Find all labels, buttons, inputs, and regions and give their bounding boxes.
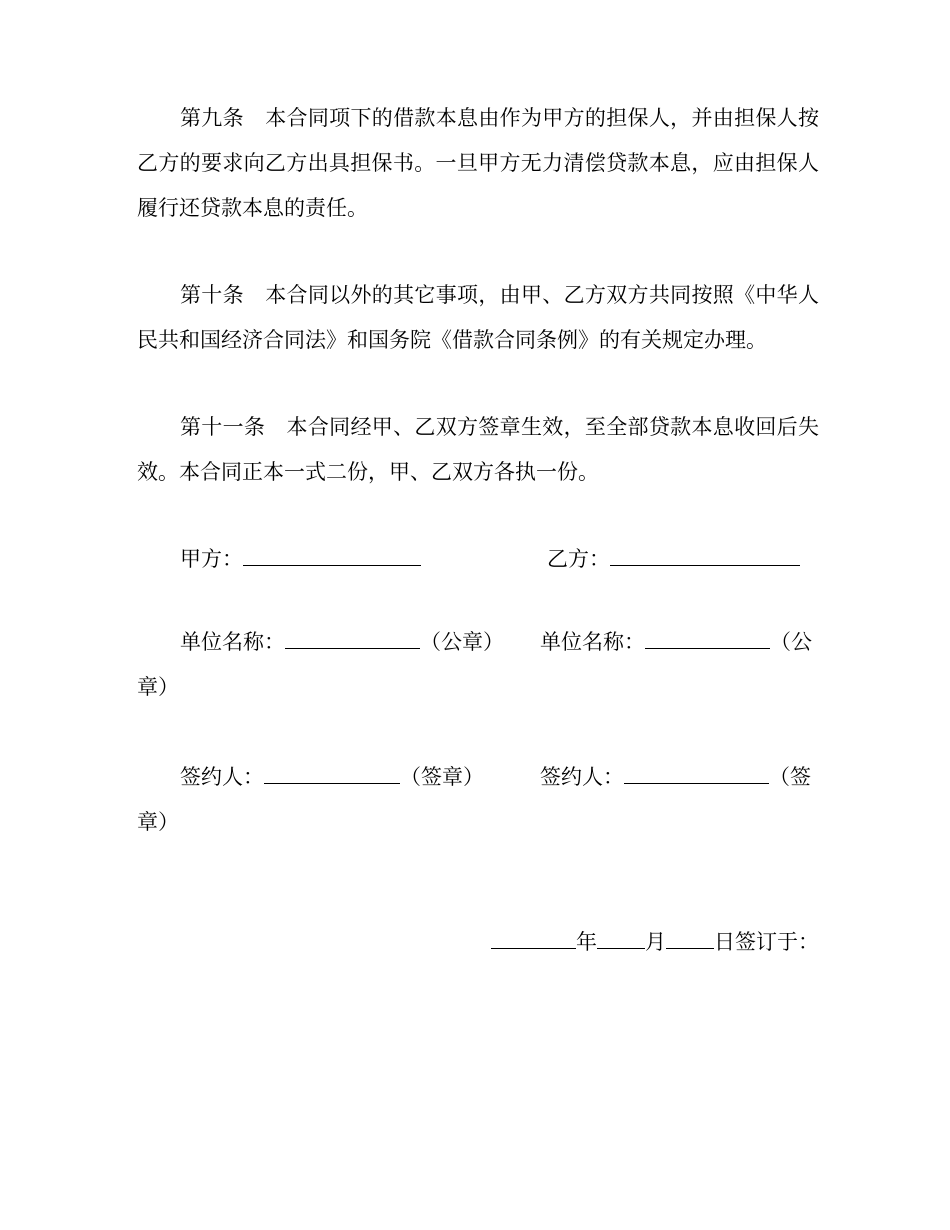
signer-right-field [540,755,811,800]
party-b-label: 乙方： [547,547,610,571]
year-blank-line [491,928,576,949]
year-label: 年 [576,930,597,954]
signer-left-label: 签约人： [180,765,264,789]
clause-9-paragraph: 第九条 本合同项下的借款本息由作为甲方的担保人，并由担保人按乙方的要求向乙方出具担保书。一旦甲方无力清偿贷款本息，应由担保人履行还贷款本息的责任。 [137,106,819,220]
signer-right-seal-suffix-head: （签 [769,765,811,789]
contract-body [137,96,819,965]
signer-right-blank-line [624,763,769,784]
clause-10-paragraph: 第十条 本合同以外的其它事项，由甲、乙方双方共同按照《中华人民共和国经济合同法》和国务院《借款合同条例》的有关规定办理。 [137,283,819,352]
signer-left-field [180,755,540,800]
party-a-field [180,537,547,582]
unit-name-right-field [540,620,812,665]
party-b-field [547,537,800,582]
signer-right-seal-suffix-wrap: 章） [137,810,179,834]
unit-name-right-label: 单位名称： [540,630,645,654]
signer-left-blank-line [264,763,400,784]
unit-name-row [137,620,819,665]
unit-name-right-seal-suffix-wrap: 章） [137,675,179,699]
signer-row [137,755,819,800]
day-blank-line [666,928,714,949]
day-signed-at-label: 日签订于： [714,930,819,954]
month-label: 月 [645,930,666,954]
unit-name-left-seal-suffix: （公章） [420,630,504,654]
unit-name-left-label: 单位名称： [180,630,285,654]
party-a-label: 甲方： [180,547,243,571]
signer-left-seal-suffix: （签章） [400,765,484,789]
party-signature-row [137,537,819,582]
signer-right-label: 签约人： [540,765,624,789]
unit-name-right-seal-suffix-head: （公 [770,630,812,654]
month-blank-line [597,928,645,949]
clause-11-paragraph: 第十一条 本合同经甲、乙双方签章生效，至全部贷款本息收回后失效。本合同正本一式二份，甲、乙双方各执一份。 [137,415,819,484]
party-a-blank-line [243,545,421,566]
signing-date-line [137,920,819,965]
unit-name-left-field [180,620,540,665]
unit-name-left-blank-line [285,628,420,649]
party-b-blank-line [610,545,800,566]
unit-name-right-blank-line [645,628,770,649]
